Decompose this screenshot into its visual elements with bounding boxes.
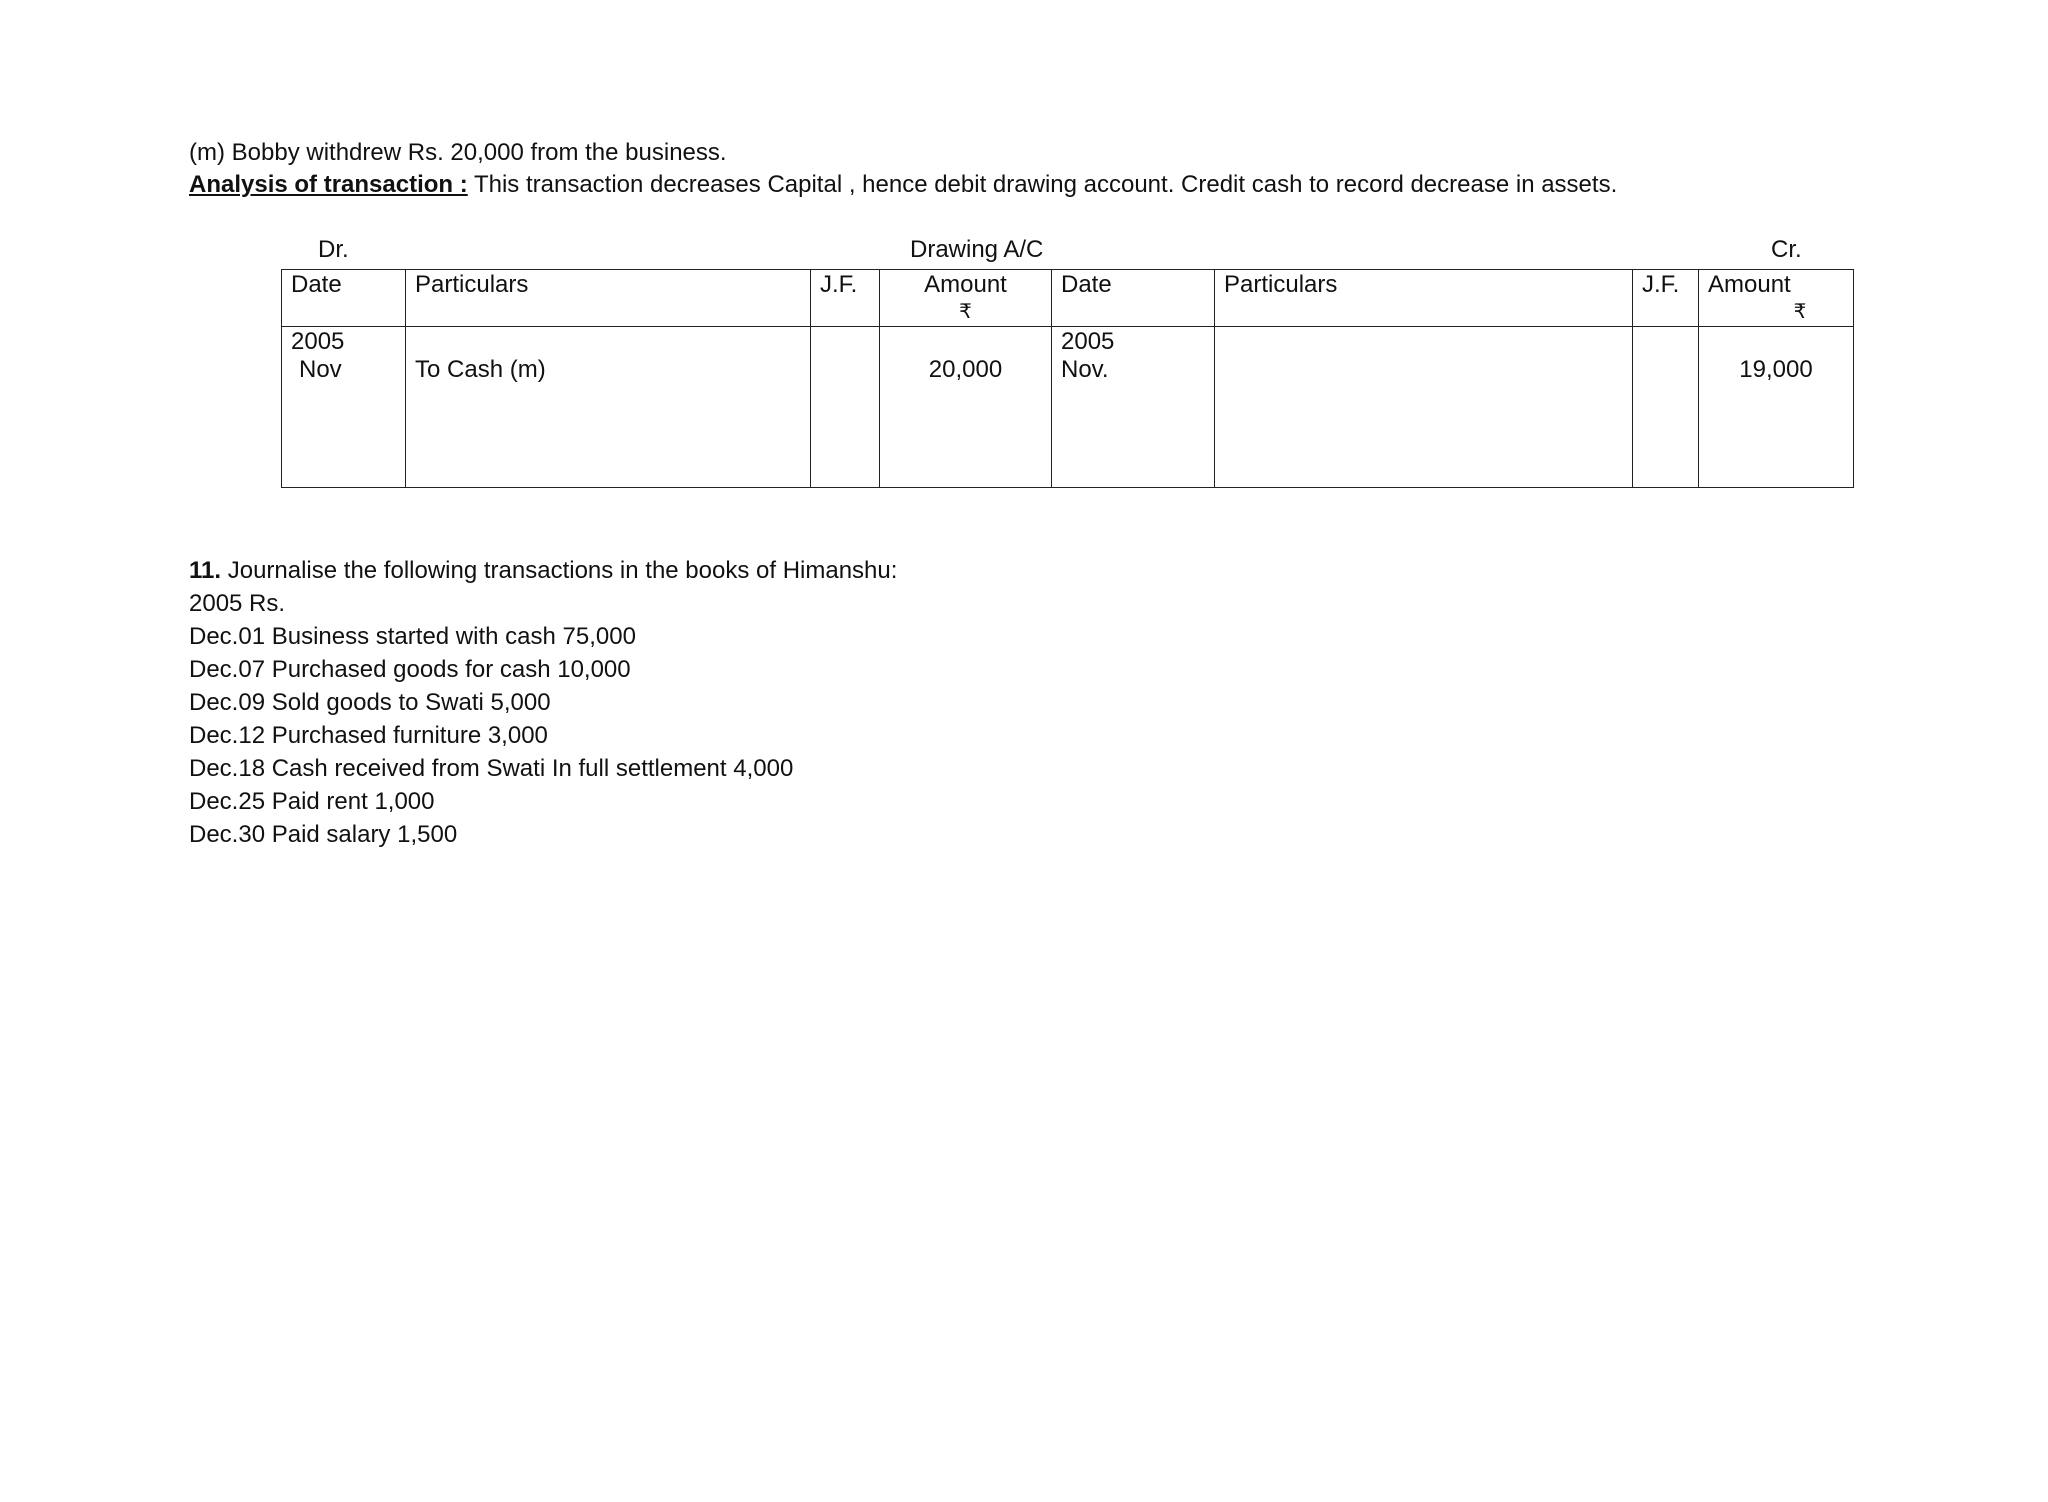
dr-date-cell: [282, 327, 406, 488]
transaction-line: Dec.01 Business started with cash 75,000: [189, 623, 636, 650]
cr-date-month: Nov.: [1061, 356, 1109, 383]
question-number: 11.: [189, 557, 222, 584]
rupee-icon: ₹: [959, 299, 972, 323]
cr-jf-header: J.F.: [1633, 270, 1699, 327]
cr-jf-cell: [1633, 327, 1699, 488]
dr-particulars-text: To Cash (m): [415, 356, 546, 383]
transaction-line: Dec.30 Paid salary 1,500: [189, 821, 458, 848]
ledger-title: Drawing A/C: [910, 236, 1044, 263]
transaction-statement: [189, 137, 727, 169]
ledger-entry-row: [282, 327, 1854, 488]
analysis-text: This transaction decreases Capital , hence debit drawing account. Credit cash to record decrease in assets.: [467, 171, 1618, 198]
ledger-header-row: [282, 270, 1854, 327]
dr-jf-header: J.F.: [811, 270, 880, 327]
dr-particulars-cell: [406, 327, 811, 488]
cr-amount-cell: [1699, 327, 1854, 488]
dr-date-year: 2005: [291, 328, 345, 355]
transaction-line: Dec.07 Purchased goods for cash 10,000: [189, 656, 631, 683]
dr-particulars-header: Particulars: [406, 270, 811, 327]
transaction-line: Dec.09 Sold goods to Swati 5,000: [189, 689, 551, 716]
ledger-dr-label: Dr.: [318, 236, 349, 263]
dr-amount-value: 20,000: [928, 356, 1003, 383]
transaction-analysis: [189, 169, 1617, 201]
transaction-line: Dec.18 Cash received from Swati In full settlement 4,000: [189, 755, 794, 782]
cr-amount-value: 19,000: [1739, 356, 1813, 383]
cr-date-year: 2005: [1061, 328, 1115, 355]
transaction-line: Dec.25 Paid rent 1,000: [189, 788, 435, 815]
dr-jf-cell: [811, 327, 880, 488]
cr-date-cell: [1052, 327, 1215, 488]
dr-date-month: Nov: [299, 356, 342, 383]
question-prompt-text: Journalise the following transactions in the books of Himanshu:: [221, 557, 898, 584]
analysis-label: Analysis of transaction :: [189, 171, 468, 198]
drawing-account-ledger: [281, 269, 1854, 488]
rupee-icon: ₹: [1793, 299, 1807, 323]
dr-amount-cell: [880, 327, 1052, 488]
question-11-header-line: 2005 Rs.: [189, 590, 286, 617]
transaction-statement-text: (m) Bobby withdrew Rs. 20,000 from the business.: [189, 139, 727, 166]
dr-amount-header: [880, 270, 1052, 327]
cr-particulars-header: Particulars: [1215, 270, 1633, 327]
dr-amount-label: Amount: [924, 271, 1007, 298]
cr-amount-label: Amount: [1708, 271, 1791, 298]
cr-amount-header: [1699, 270, 1854, 327]
cr-date-header: Date: [1052, 270, 1215, 327]
transaction-line: Dec.12 Purchased furniture 3,000: [189, 722, 548, 749]
cr-particulars-cell: [1215, 327, 1633, 488]
dr-date-header: Date: [282, 270, 406, 327]
question-11-prompt: [189, 555, 897, 587]
ledger-cr-label: Cr.: [1771, 236, 1802, 263]
